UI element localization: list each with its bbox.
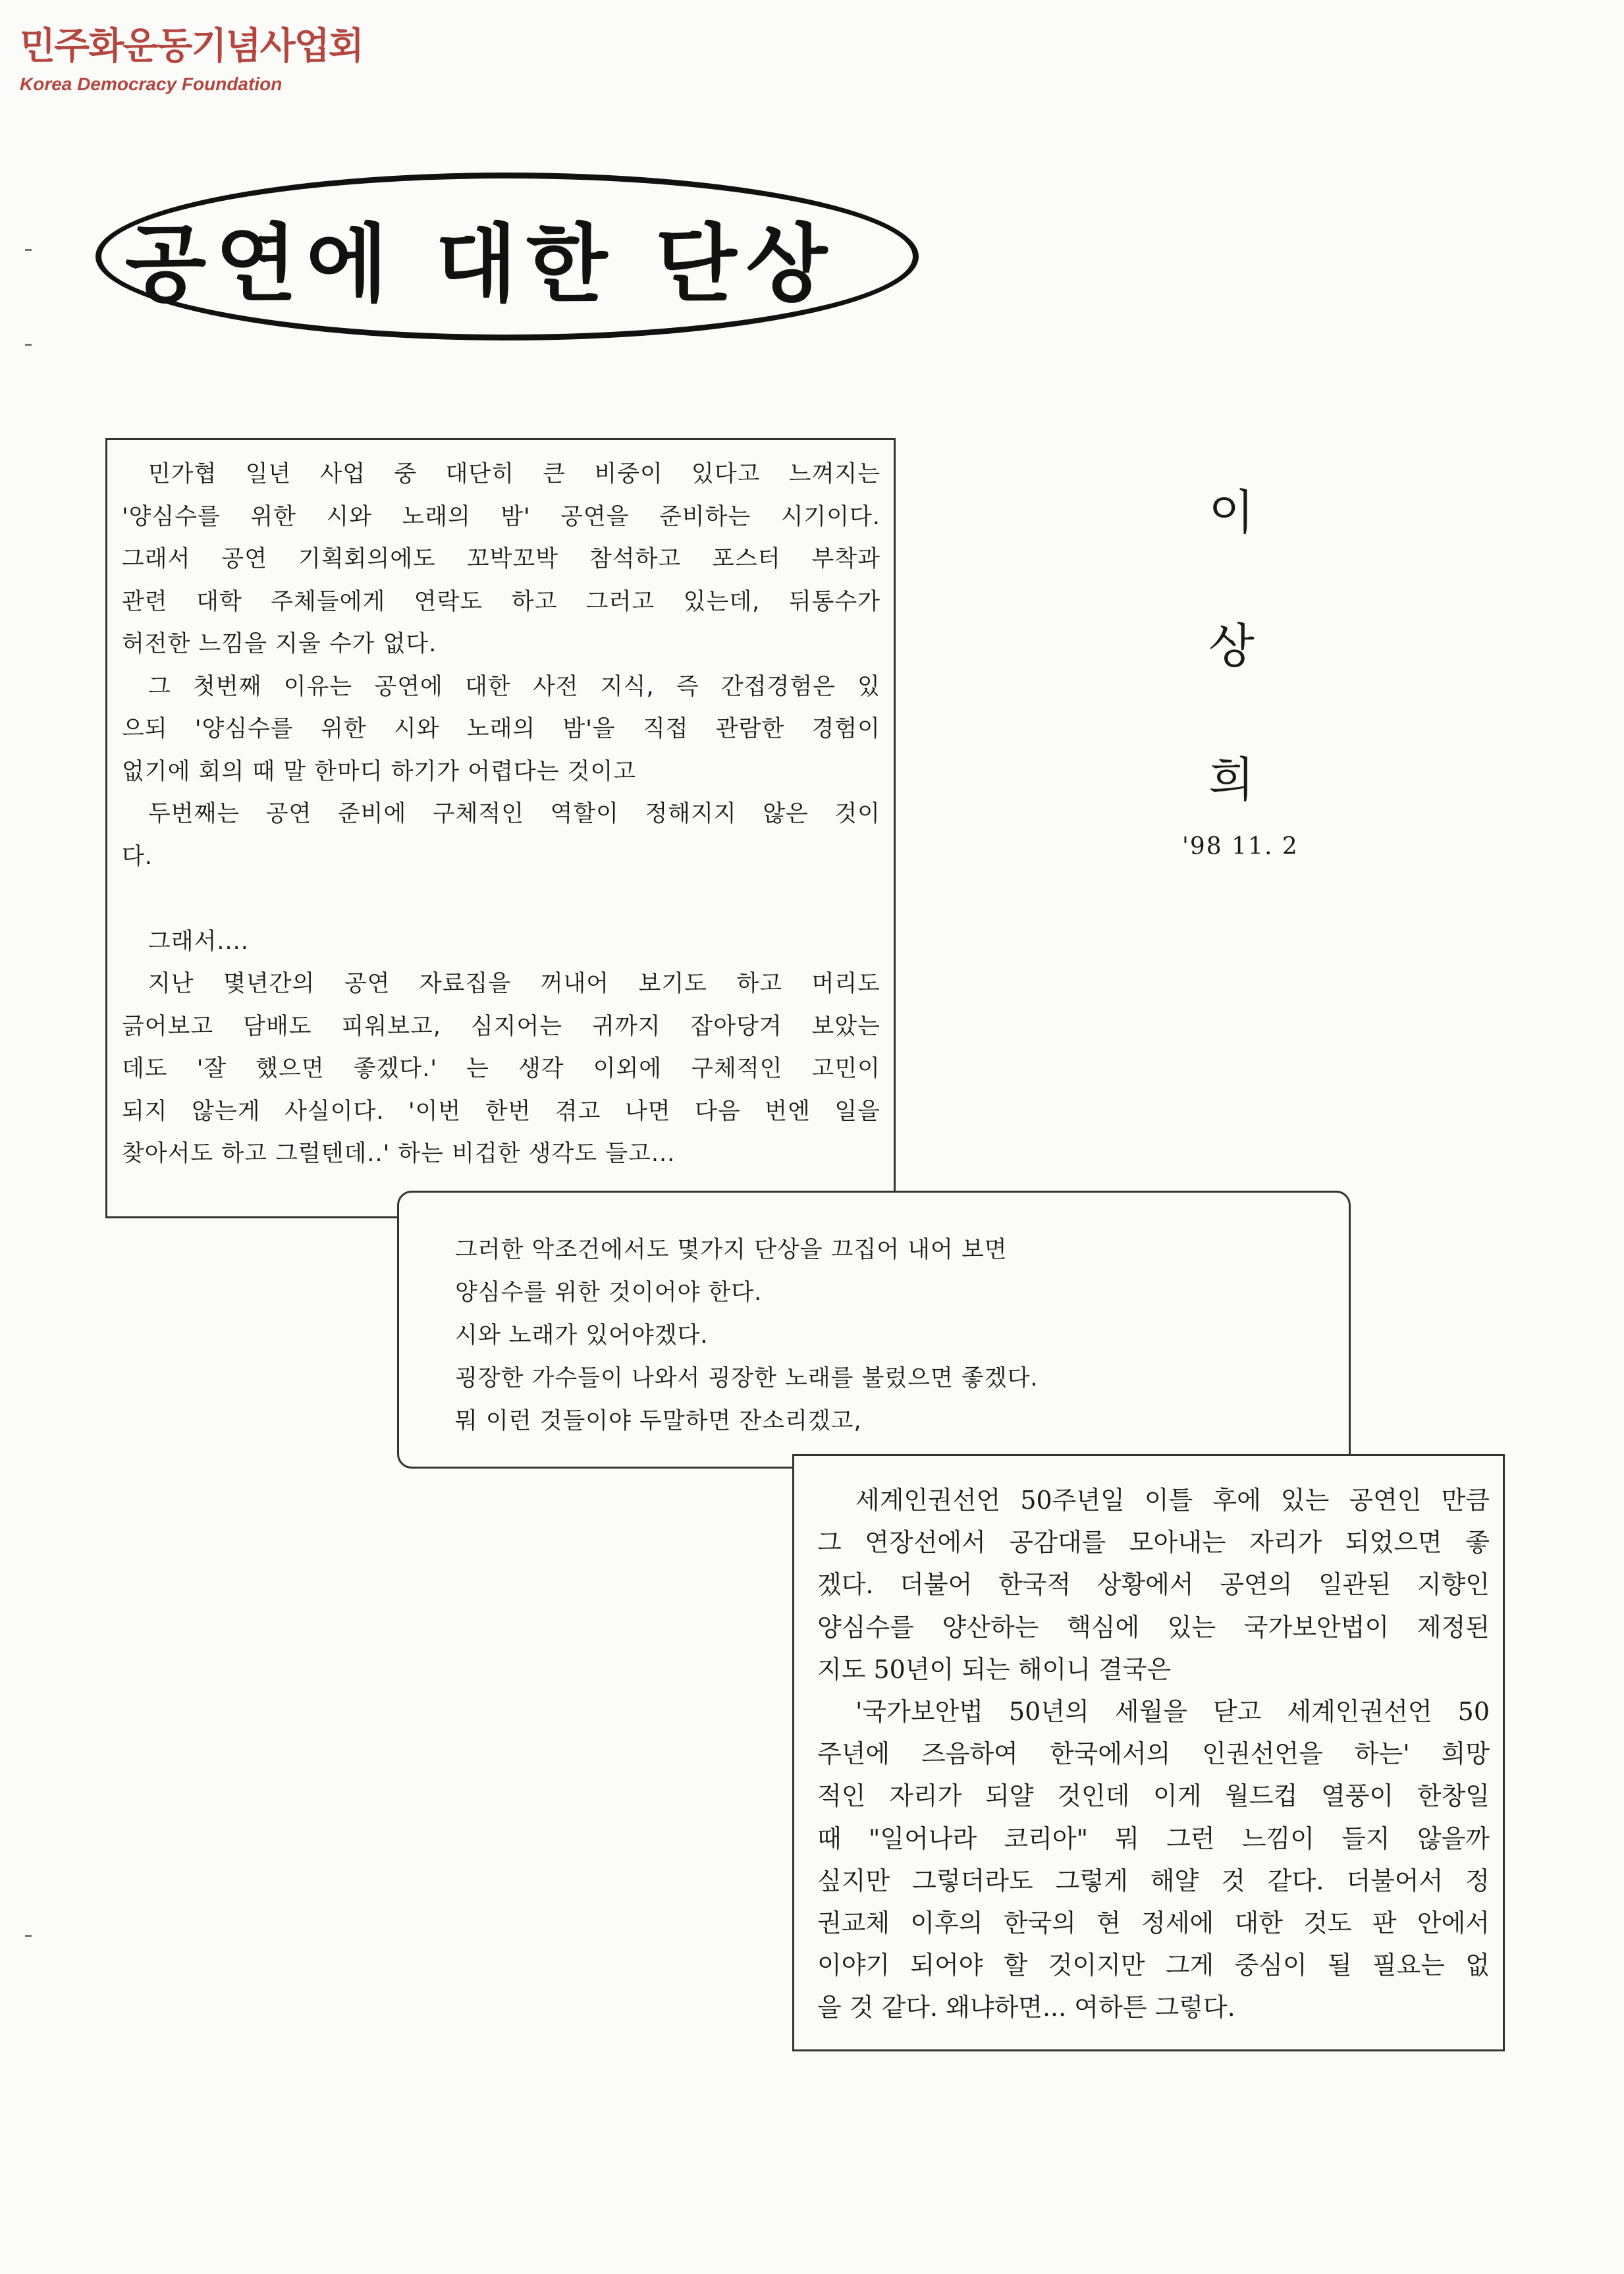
text-line: 없기에 회의 때 말 한마디 하기가 어렵다는 것이고 — [122, 758, 637, 785]
author-name — [1192, 481, 1271, 882]
text-line: 뭐 이런 것들이야 두말하면 잔소리겠고, — [455, 1408, 862, 1434]
text-line: 지도 50년이 되는 해이니 결국은 — [817, 1654, 1172, 1684]
text-line: 찾아서도 하고 그럴텐데..' 하는 비겁한 생각도 들고... — [122, 1141, 676, 1167]
text-line: 양심수를 양산하는 핵심에 있는 국가보안법이 제정된 — [817, 1612, 1490, 1642]
scan-mark — [25, 249, 32, 251]
text-line: 두번째는 공연 준비에 구체적인 역할이 정해지지 않은 것이 — [148, 801, 880, 827]
text-line: 싶지만 그렇더라도 그렇게 해얄 것 같다. 더불어서 정 — [817, 1866, 1490, 1895]
text-line: 적인 자리가 되얄 것인데 이게 월드컵 열풍이 한창일 — [817, 1781, 1490, 1811]
text-line: 되지 않는게 사실이다. '이번 한번 겪고 나면 다음 번엔 일을 — [122, 1098, 880, 1125]
title-oval — [95, 173, 919, 340]
text-line: 긁어보고 담배도 피워보고, 심지어는 귀까지 잡아당겨 보았는 — [122, 1013, 880, 1040]
text-line: 그러한 악조건에서도 몇가지 단상을 끄집어 내어 보면 — [455, 1237, 1008, 1263]
text-line: 시와 노래가 있어야겠다. — [455, 1322, 709, 1349]
text-line: 권교체 이후의 한국의 현 정세에 대한 것도 판 안에서 — [817, 1909, 1490, 1938]
text-line: 다. — [122, 843, 153, 870]
text-line: 그 첫번째 이유는 공연에 대한 사전 지식, 즉 간접경험은 있 — [148, 673, 880, 700]
text-line: 을 것 같다. 왜냐하면... 여하튼 그렇다. — [817, 1993, 1235, 2022]
watermark-english: Korea Democracy Foundation — [20, 74, 283, 94]
text-line: 그 연장선에서 공감대를 모아내는 자리가 되었으면 좋 — [817, 1528, 1490, 1557]
text-box-intro — [105, 438, 896, 1218]
text-line: '양심수를 위한 시와 노래의 밤' 공연을 준비하는 시기이다. — [122, 503, 880, 530]
text-line: 그래서 공연 기획회의에도 꼬박꼬박 참석하고 포스터 부착과 — [122, 546, 880, 572]
text-line: 그래서.... — [148, 928, 249, 955]
text-line: 때 "일어나라 코리아" 뭐 그런 느낌이 들지 않을까 — [817, 1824, 1490, 1853]
text-line: 주년에 즈음하여 한국에서의 인권선언을 하는' 희망 — [817, 1739, 1490, 1769]
text-line: 허전한 느낌을 지울 수가 없다. — [122, 631, 437, 657]
text-line: 양심수를 위한 것이어야 한다. — [455, 1280, 763, 1306]
text-line: 이야기 되어야 할 것이지만 그게 중심이 될 필요는 없 — [817, 1951, 1490, 1980]
text-line: 관련 대학 주체들에게 연락도 하고 그러고 있는데, 뒤통수가 — [122, 588, 880, 615]
author-date: '98 11. 2 — [1182, 833, 1299, 860]
text-box-thoughts — [397, 1191, 1351, 1469]
page-title: 공연에 대한 단상 — [124, 215, 837, 313]
blank-line — [122, 878, 880, 921]
watermark-logo — [20, 20, 389, 96]
text-box-conclusion — [792, 1454, 1505, 2051]
text-line: 굉장한 가수들이 나와서 굉장한 노래를 불렀으면 좋겠다. — [455, 1365, 1039, 1392]
author-char: 희 — [1208, 752, 1255, 807]
text-line: '국가보안법 50년의 세월을 닫고 세계인권선언 50 — [855, 1697, 1490, 1727]
author-char: 상 — [1208, 618, 1255, 674]
text-line: 겠다. 더불어 한국적 상황에서 공연의 일관된 지향인 — [817, 1570, 1490, 1600]
text-line: 세계인권선언 50주년일 이틀 후에 있는 공연인 만큼 — [855, 1486, 1490, 1515]
scan-mark — [25, 344, 32, 346]
text-line: 민가협 일년 사업 중 대단히 큰 비중이 있다고 느껴지는 — [148, 461, 880, 487]
text-line: 데도 '잘 했으면 좋겠다.' 는 생각 이외에 구체적인 고민이 — [122, 1056, 880, 1082]
watermark-korean: 민주화운동기념사업회 — [20, 24, 363, 68]
text-line: 지난 몇년간의 공연 자료집을 꺼내어 보기도 하고 머리도 — [148, 971, 880, 997]
text-line: 으되 '양심수를 위한 시와 노래의 밤'을 직접 관람한 경험이 — [122, 716, 880, 742]
author-char: 이 — [1208, 485, 1255, 540]
scan-mark — [25, 1935, 32, 1937]
